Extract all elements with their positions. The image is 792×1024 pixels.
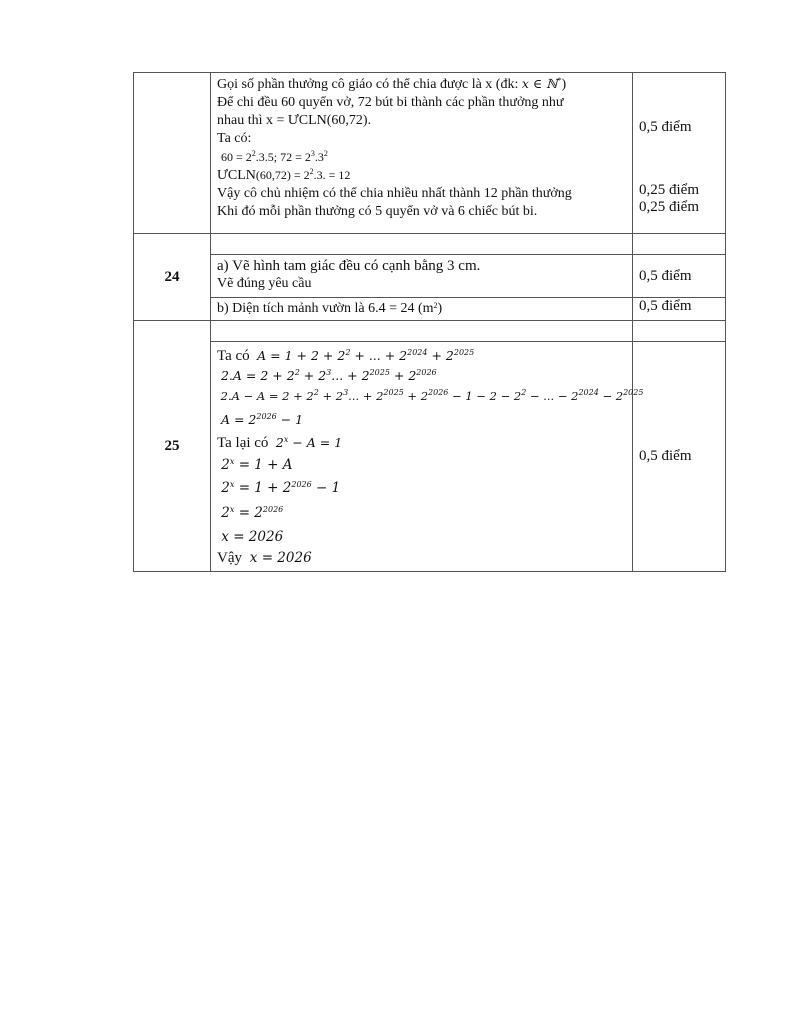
score-cell: 0,5 điểm xyxy=(633,342,726,572)
solution-line: Ta có: xyxy=(217,131,252,146)
math-line: $2^x = 1 + 2^{2026} - 1$ xyxy=(217,480,341,496)
solution-cell xyxy=(211,255,633,298)
math-line: $2.A - A = 2 + 2^2 + 2^3$... + $2^{2025} + 2^{2026} - 1 - 2 - 2^2$ − ... − $2^{2024} - 2^{2025}$ xyxy=(217,388,644,403)
math-line: $2^x = 1 + A$ xyxy=(217,457,293,473)
score-value: 0,25 điểm xyxy=(639,199,699,215)
score-value: 0,25 điểm xyxy=(639,182,699,198)
empty-cell xyxy=(211,234,633,255)
solution-line: a) Vẽ hình tam giác đều có cạnh bằng 3 cm. xyxy=(217,258,481,274)
math-line: Ta có $A = 1 + 2 + 2^2$ + ... + $2^{2024} + 2^{2025}$ xyxy=(217,348,475,364)
answer-table xyxy=(133,72,726,572)
table-row-23 xyxy=(134,73,726,234)
empty-cell xyxy=(211,321,633,342)
gcd-line: ƯCLN(60,72) = $2^2.3$. = 12 xyxy=(217,167,351,183)
score-cell xyxy=(633,73,726,234)
table-row-25 xyxy=(134,342,726,572)
empty-cell xyxy=(633,234,726,255)
solution-line: Vậy cô chủ nhiệm có thể chia nhiều nhất thành 12 phần thưởng xyxy=(217,186,572,201)
question-number-25: 25 xyxy=(134,321,211,572)
score-cell: 0,5 điểm xyxy=(633,255,726,298)
solution-cell xyxy=(211,342,644,572)
question-number-24: 24 xyxy=(134,234,211,321)
table-row-24-spacer xyxy=(134,234,726,255)
solution-line: Vẽ đúng yêu cầu xyxy=(217,276,312,291)
solution-line: Khi đó mỗi phần thưởng có 5 quyển vở và 6 chiếc bút bi. xyxy=(217,204,538,219)
score-value: 0,5 điểm xyxy=(639,119,692,135)
math-line: x = 2026 xyxy=(217,529,284,545)
table-row-24b xyxy=(134,298,726,321)
math-line: Vậy x = 2026 xyxy=(217,550,312,566)
math-line: $2^x = 2^{2026}$ xyxy=(217,505,284,521)
solution-line: Để chi đều 60 quyển vở, 72 bút bi thành các phần thưởng như xyxy=(217,95,564,110)
table-row-24a xyxy=(134,255,726,298)
solution-line: nhau thì x = ƯCLN(60,72). xyxy=(217,113,372,128)
table-row-25-spacer xyxy=(134,321,726,342)
solution-cell xyxy=(211,73,633,234)
math-line: $2.A = 2 + 2^2 + 2^3$... + $2^{2025} + 2^{2026}$ xyxy=(217,368,437,383)
solution-cell xyxy=(211,298,633,321)
solution-line: b) Diện tích mảnh vườn là 6.4 = 24 $(m^2)$ xyxy=(217,301,443,316)
factorization-line: $60 = 2^2.3.5$; $72 = 2^3.3^2$ xyxy=(221,149,328,164)
math-line: $A = 2^{2026} - 1$ xyxy=(217,412,304,427)
solution-line: Gọi số phần thưởng cô giáo có thể chia được là x (đk: x ∈ ℕ*) xyxy=(217,76,567,92)
math-line: Ta lại có $2^x - A = 1$ xyxy=(217,435,343,451)
question-number-cell xyxy=(134,73,211,234)
empty-cell xyxy=(633,321,726,342)
score-cell: 0,5 điểm xyxy=(633,298,726,321)
